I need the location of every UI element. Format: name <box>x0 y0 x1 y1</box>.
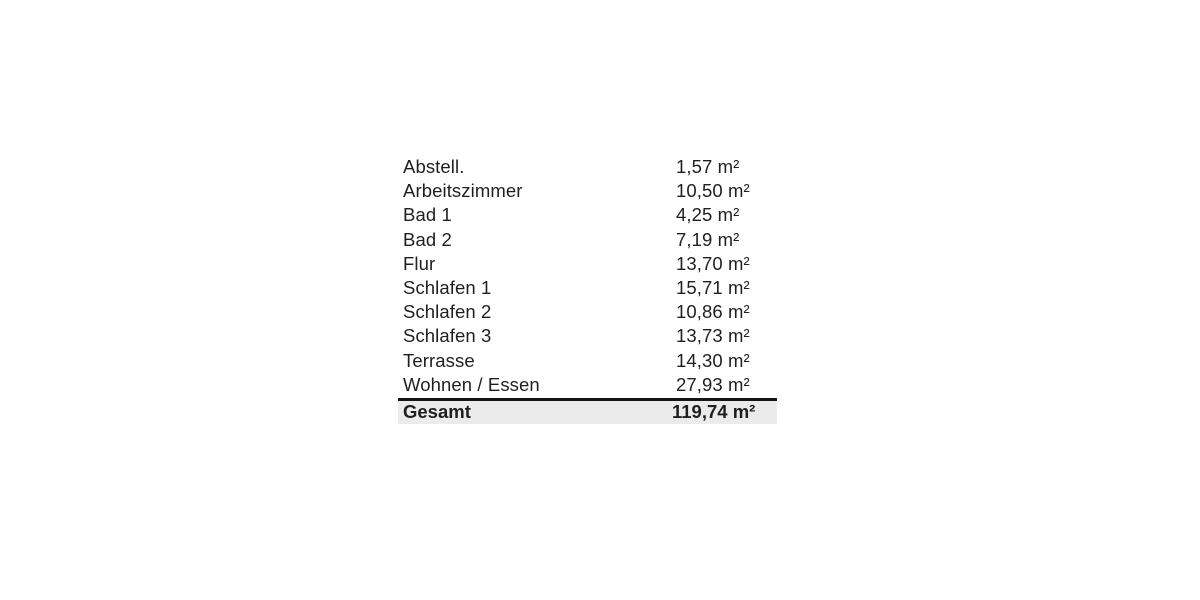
room-area: 13,73 m² <box>676 325 750 347</box>
table-row <box>398 252 777 276</box>
room-area-table <box>398 155 777 424</box>
table-row <box>398 349 777 373</box>
room-name: Terrasse <box>403 349 475 371</box>
room-name: Schlafen 2 <box>403 301 492 323</box>
room-area: 1,57 m² <box>676 156 740 178</box>
room-name: Schlafen 1 <box>403 277 492 299</box>
room-area: 15,71 m² <box>676 277 750 299</box>
room-name: Bad 1 <box>403 204 452 226</box>
table-row <box>398 276 777 300</box>
table-row <box>398 324 777 348</box>
table-row <box>398 373 777 397</box>
table-row <box>398 179 777 203</box>
room-name: Bad 2 <box>403 228 452 250</box>
table-row <box>398 300 777 324</box>
total-area: 119,74 m² <box>672 401 756 423</box>
room-area: 10,86 m² <box>676 301 750 323</box>
room-name: Flur <box>403 252 436 274</box>
room-area: 14,30 m² <box>676 349 750 371</box>
total-label: Gesamt <box>403 401 471 423</box>
room-name: Arbeitszimmer <box>403 180 523 202</box>
table-row <box>398 203 777 227</box>
total-row <box>398 398 777 424</box>
room-area: 4,25 m² <box>676 204 740 226</box>
room-area: 7,19 m² <box>676 228 740 250</box>
table-row <box>398 155 777 179</box>
table-row <box>398 228 777 252</box>
room-area: 13,70 m² <box>676 252 750 274</box>
room-area: 27,93 m² <box>676 373 750 395</box>
room-area: 10,50 m² <box>676 180 750 202</box>
room-name: Wohnen / Essen <box>403 373 540 395</box>
room-name: Schlafen 3 <box>403 325 492 347</box>
room-name: Abstell. <box>403 156 465 178</box>
